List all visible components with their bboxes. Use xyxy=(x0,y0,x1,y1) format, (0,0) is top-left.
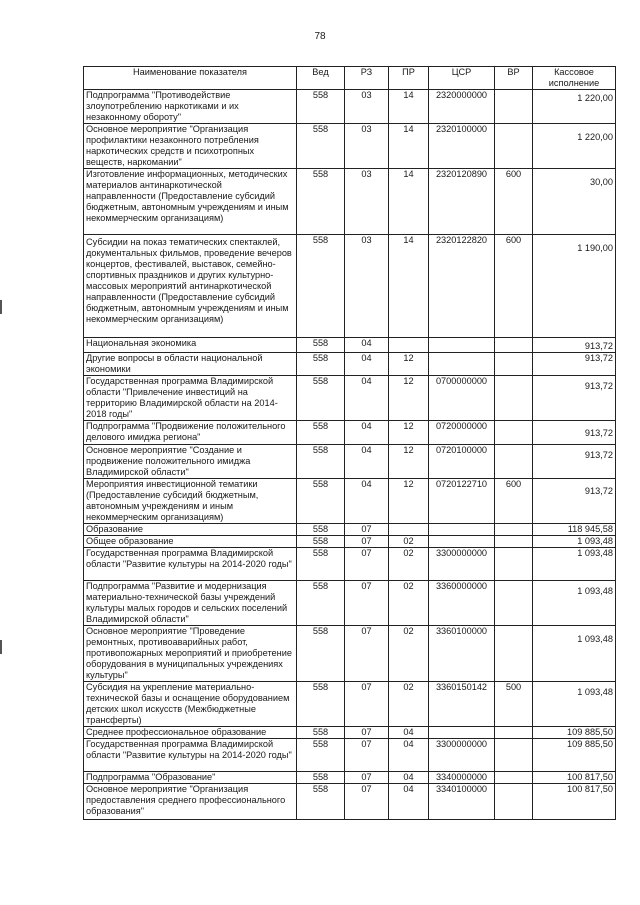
row-pr: 02 xyxy=(389,626,429,682)
row-pr: 02 xyxy=(389,682,429,727)
row-pr: 04 xyxy=(389,784,429,820)
row-name: Государственная программа Владимирской области "Развитие культуры на 2014-2020 годы" xyxy=(84,739,297,772)
column-header-amount: Кассовое исполнение xyxy=(533,67,616,90)
row-name: Субсидии на показ тематических спектаклей, документальных фильмов, проведение вечеров концертов, фестивалей, выставок, семейно-спортивных праздников и других культурно-массовых мероприятий антинаркотической направленности (Предоставление субсидий бюджетным, автономным учреждениям и иным некоммерческим организациям) xyxy=(84,235,297,338)
row-name: Национальная экономика xyxy=(84,338,297,353)
table-row xyxy=(84,376,616,421)
row-name: Мероприятия инвестиционной тематики (Предоставление субсидий бюджетным, автономным учреждениям и иным некоммерческим организациям) xyxy=(84,479,297,524)
row-pr: 02 xyxy=(389,536,429,548)
row-vr xyxy=(495,548,533,581)
table-row xyxy=(84,682,616,727)
row-vr xyxy=(495,376,533,421)
row-name: Среднее профессиональное образование xyxy=(84,727,297,739)
row-ved: 558 xyxy=(297,421,345,445)
row-ved: 558 xyxy=(297,581,345,626)
row-amount: 109 885,50 xyxy=(533,739,616,772)
row-ved: 558 xyxy=(297,353,345,376)
row-amount: 100 817,50 xyxy=(533,784,616,820)
row-amount: 1 093,48 xyxy=(533,581,616,626)
row-ved: 558 xyxy=(297,338,345,353)
row-pr: 14 xyxy=(389,90,429,124)
row-rz: 04 xyxy=(345,338,389,353)
row-amount: 100 817,50 xyxy=(533,772,616,784)
row-csr: 2320120890 xyxy=(429,169,495,235)
row-ved: 558 xyxy=(297,772,345,784)
row-rz: 07 xyxy=(345,581,389,626)
row-vr: 600 xyxy=(495,169,533,235)
row-ved: 558 xyxy=(297,169,345,235)
table-row xyxy=(84,353,616,376)
row-vr xyxy=(495,338,533,353)
table-row xyxy=(84,169,616,235)
row-ved: 558 xyxy=(297,524,345,536)
row-amount: 1 093,48 xyxy=(533,682,616,727)
row-vr xyxy=(495,727,533,739)
row-csr xyxy=(429,536,495,548)
row-name: Основное мероприятие "Организация предоставления среднего профессионального образования" xyxy=(84,784,297,820)
row-rz: 03 xyxy=(345,90,389,124)
row-amount: 913,72 xyxy=(533,338,616,353)
column-header-name: Наименование показателя xyxy=(84,67,297,90)
table-row xyxy=(84,479,616,524)
column-header-vr: ВР xyxy=(495,67,533,90)
table-row xyxy=(84,124,616,169)
row-ved: 558 xyxy=(297,445,345,479)
row-pr: 12 xyxy=(389,421,429,445)
row-rz: 03 xyxy=(345,169,389,235)
row-amount: 913,72 xyxy=(533,353,616,376)
row-vr xyxy=(495,124,533,169)
row-amount: 913,72 xyxy=(533,376,616,421)
row-csr: 2320100000 xyxy=(429,124,495,169)
row-vr xyxy=(495,784,533,820)
row-pr: 04 xyxy=(389,772,429,784)
row-pr: 02 xyxy=(389,581,429,626)
row-name: Подпрограмма "Продвижение положительного делового имиджа региона" xyxy=(84,421,297,445)
row-name: Общее образование xyxy=(84,536,297,548)
row-csr: 0720122710 xyxy=(429,479,495,524)
row-ved: 558 xyxy=(297,739,345,772)
row-csr: 0720000000 xyxy=(429,421,495,445)
row-ved: 558 xyxy=(297,90,345,124)
row-vr: 600 xyxy=(495,235,533,338)
row-amount: 913,72 xyxy=(533,445,616,479)
row-vr xyxy=(495,581,533,626)
row-vr xyxy=(495,772,533,784)
row-rz: 07 xyxy=(345,682,389,727)
row-name: Государственная программа Владимирской области "Развитие культуры на 2014-2020 годы" xyxy=(84,548,297,581)
table-row xyxy=(84,524,616,536)
row-pr: 12 xyxy=(389,353,429,376)
row-csr xyxy=(429,338,495,353)
row-name: Основное мероприятие "Создание и продвижение положительного имиджа Владимирской области" xyxy=(84,445,297,479)
row-amount: 1 220,00 xyxy=(533,124,616,169)
table-row xyxy=(84,421,616,445)
table-row xyxy=(84,235,616,338)
row-vr xyxy=(495,626,533,682)
row-pr: 04 xyxy=(389,739,429,772)
row-rz: 04 xyxy=(345,376,389,421)
column-header-csr: ЦСР xyxy=(429,67,495,90)
table-row xyxy=(84,445,616,479)
row-rz: 07 xyxy=(345,772,389,784)
row-name: Подпрограмма "Образование" xyxy=(84,772,297,784)
row-ved: 558 xyxy=(297,626,345,682)
row-vr xyxy=(495,421,533,445)
row-csr: 3340100000 xyxy=(429,784,495,820)
row-ved: 558 xyxy=(297,124,345,169)
row-name: Государственная программа Владимирской области "Привлечение инвестиций на территорию Владимирской области на 2014-2018 годы" xyxy=(84,376,297,421)
row-amount: 109 885,50 xyxy=(533,727,616,739)
row-amount: 913,72 xyxy=(533,421,616,445)
row-pr xyxy=(389,524,429,536)
row-rz: 03 xyxy=(345,124,389,169)
column-header-ved: Вед xyxy=(297,67,345,90)
row-vr xyxy=(495,353,533,376)
scan-edge-mark xyxy=(0,640,2,654)
row-rz: 04 xyxy=(345,445,389,479)
table-row xyxy=(84,338,616,353)
row-rz: 04 xyxy=(345,479,389,524)
row-csr xyxy=(429,727,495,739)
row-csr xyxy=(429,353,495,376)
row-name: Основное мероприятие "Проведение ремонтных, противоаварийных работ, противопожарных мероприятий и приобретение оборудования в муниципальных учреждениях культуры" xyxy=(84,626,297,682)
row-csr xyxy=(429,524,495,536)
row-csr: 2320000000 xyxy=(429,90,495,124)
column-header-rz: РЗ xyxy=(345,67,389,90)
row-pr xyxy=(389,338,429,353)
row-name: Другие вопросы в области национальной экономики xyxy=(84,353,297,376)
table-row xyxy=(84,90,616,124)
row-amount: 118 945,58 xyxy=(533,524,616,536)
row-pr: 14 xyxy=(389,235,429,338)
budget-execution-table xyxy=(83,66,616,820)
row-pr: 14 xyxy=(389,124,429,169)
row-rz: 07 xyxy=(345,524,389,536)
table-row xyxy=(84,784,616,820)
table-row xyxy=(84,548,616,581)
row-vr xyxy=(495,739,533,772)
scan-edge-mark xyxy=(0,300,2,314)
table-row xyxy=(84,727,616,739)
row-name: Подпрограмма "Противодействие злоупотреблению наркотиками и их незаконному обороту" xyxy=(84,90,297,124)
row-csr: 3360100000 xyxy=(429,626,495,682)
row-vr xyxy=(495,445,533,479)
row-rz: 07 xyxy=(345,784,389,820)
row-rz: 07 xyxy=(345,548,389,581)
row-ved: 558 xyxy=(297,682,345,727)
row-rz: 07 xyxy=(345,727,389,739)
row-ved: 558 xyxy=(297,235,345,338)
row-ved: 558 xyxy=(297,479,345,524)
table-row xyxy=(84,581,616,626)
row-ved: 558 xyxy=(297,727,345,739)
row-amount: 1 093,48 xyxy=(533,626,616,682)
row-pr: 12 xyxy=(389,479,429,524)
row-amount: 1 093,48 xyxy=(533,536,616,548)
row-pr: 04 xyxy=(389,727,429,739)
row-amount: 1 093,48 xyxy=(533,548,616,581)
table-header-row xyxy=(84,67,616,90)
row-name: Образование xyxy=(84,524,297,536)
row-ved: 558 xyxy=(297,536,345,548)
row-name: Подпрограмма "Развитие и модернизация материально-технической базы учреждений культуры малых городов и сельских поселений Владимирской области" xyxy=(84,581,297,626)
table-row xyxy=(84,626,616,682)
row-csr: 2320122820 xyxy=(429,235,495,338)
row-ved: 558 xyxy=(297,376,345,421)
table-row xyxy=(84,772,616,784)
row-ved: 558 xyxy=(297,548,345,581)
row-pr: 14 xyxy=(389,169,429,235)
row-vr: 600 xyxy=(495,479,533,524)
row-pr: 02 xyxy=(389,548,429,581)
row-vr: 500 xyxy=(495,682,533,727)
row-pr: 12 xyxy=(389,445,429,479)
table-row xyxy=(84,739,616,772)
page-number: 78 xyxy=(314,31,326,42)
row-amount: 30,00 xyxy=(533,169,616,235)
row-csr: 3360000000 xyxy=(429,581,495,626)
row-rz: 04 xyxy=(345,353,389,376)
row-ved: 558 xyxy=(297,784,345,820)
row-csr: 3360150142 xyxy=(429,682,495,727)
row-csr: 3300000000 xyxy=(429,739,495,772)
row-rz: 07 xyxy=(345,739,389,772)
column-header-pr: ПР xyxy=(389,67,429,90)
row-csr: 0700000000 xyxy=(429,376,495,421)
table-row xyxy=(84,536,616,548)
row-csr: 3340000000 xyxy=(429,772,495,784)
row-amount: 1 190,00 xyxy=(533,235,616,338)
row-csr: 3300000000 xyxy=(429,548,495,581)
row-name: Основное мероприятие "Организация профилактики незаконного потребления наркотических средств и психотропных веществ, наркомании" xyxy=(84,124,297,169)
row-pr: 12 xyxy=(389,376,429,421)
row-amount: 1 220,00 xyxy=(533,90,616,124)
row-vr xyxy=(495,536,533,548)
row-vr xyxy=(495,90,533,124)
row-rz: 04 xyxy=(345,421,389,445)
row-name: Субсидия на укрепление материально-технической базы и оснащение оборудованием детских школ искусств (Межбюджетные трансферты) xyxy=(84,682,297,727)
row-vr xyxy=(495,524,533,536)
row-name: Изготовление информационных, методических материалов антинаркотической направленности (Предоставление субсидий бюджетным, автономным учреждениям и иным некоммерческим организациям) xyxy=(84,169,297,235)
row-rz: 07 xyxy=(345,626,389,682)
row-rz: 07 xyxy=(345,536,389,548)
row-rz: 03 xyxy=(345,235,389,338)
row-amount: 913,72 xyxy=(533,479,616,524)
row-csr: 0720100000 xyxy=(429,445,495,479)
